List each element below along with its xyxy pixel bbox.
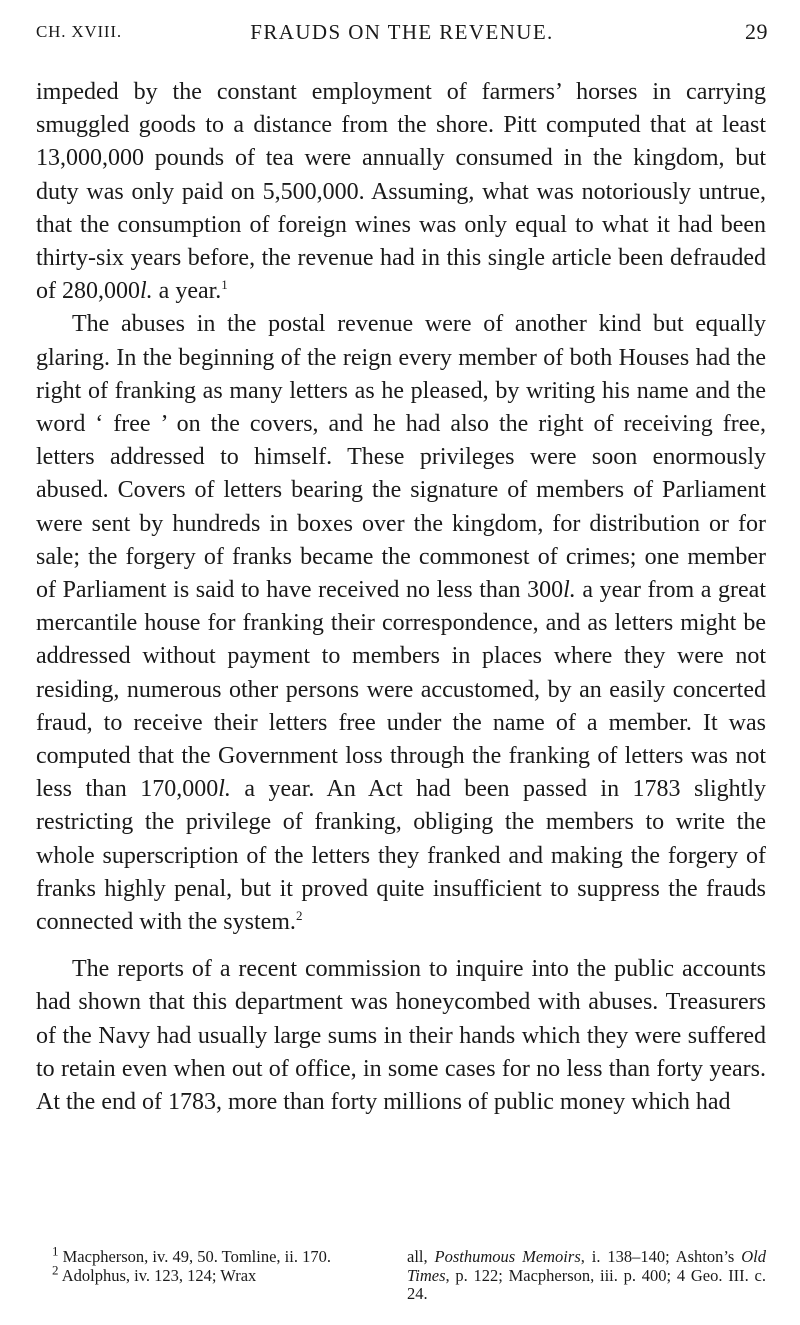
- running-title: FRAUDS ON THE REVENUE.: [250, 20, 554, 44]
- pound-symbol: l.: [218, 776, 231, 803]
- footnotes-left-column: [36, 1243, 395, 1304]
- footnotes: [36, 1243, 766, 1304]
- footnote-2-text: Adolphus, iv. 123, 124; Wrax: [58, 1265, 257, 1285]
- book-title: Old Times: [407, 1247, 766, 1285]
- footnotes-right-column: [407, 1248, 766, 1304]
- footnote-2: [36, 1262, 395, 1286]
- paragraph-2-text: The abuses in the postal revenue were of another kind but equally glaring. In the beginning of the reign every member of both Houses had the right of franking as many letters as he pleased, by writing his name and the word ‘ free ’ on the covers, and he had also the right of receiving free, letters addressed to himself. These privileges were soon enormously abused. Covers of letters bearing the signature of members of Parliament were sent by hundreds in boxes over the kingdom, for distribution or for sale; the forgery of franks became the commonest of crimes; one member of Parliament is said to have received no less than 300: [36, 311, 766, 604]
- body-text: [36, 76, 766, 1119]
- page-number: 29: [745, 19, 768, 44]
- paragraph-2: [36, 308, 766, 939]
- footnote-ref-2: 2: [295, 908, 303, 924]
- paragraph-1: [36, 76, 766, 308]
- footnote-2-continuation: [407, 1248, 766, 1304]
- footnote-1-text: Macpherson, iv. 49, 50. Tomline, ii. 170.: [58, 1247, 331, 1266]
- footnote-1: [36, 1243, 395, 1267]
- paragraph-2-end: a year. An Act had been passed in 1783 slightly restricting the privilege of franking, obliging the members to write the whole superscription of the letters they franked and making the forgery of franks highly penal, but it proved quite insufficient to suppress the frauds connected with the system.: [36, 776, 766, 936]
- book-title: Posthumous Memoirs: [434, 1247, 581, 1266]
- footnote-2-cont-text: , p. 122; Macpherson, iii. p. 400; 4 Geo. III. c. 24.: [407, 1265, 766, 1303]
- paragraph-2-middle: a year from a great mercantile house for franking their correspondence, and as letters might be addressed without payment to members in places where they were not residing, numerous other persons were accustomed, by an easily concerted fraud, to receive their letters free under the name of a member. It was computed that the Government loss through the franking of letters was not less than 170,000: [36, 577, 766, 803]
- running-head: [36, 20, 768, 60]
- footnote-2-cont-text: , i. 138–140; Ashton’s: [580, 1247, 742, 1266]
- paragraph-1-end: a year.: [152, 278, 222, 305]
- chapter-label: CH. XVIII.: [36, 22, 122, 41]
- footnote-marker-2: 2: [52, 1262, 59, 1277]
- pound-symbol: l.: [140, 278, 153, 305]
- paragraph-3: The reports of a recent commission to inquire into the public accounts had shown that this department was honeycombed with abuses. Treasurers of the Navy had usually large sums in their hands which they were suffered to retain even when out of office, in some cases for no less than forty years. At the end of 1783, more than forty millions of public money which had: [36, 956, 766, 1116]
- pound-symbol: l.: [563, 577, 576, 604]
- footnote-2-cont-text: all,: [407, 1247, 435, 1266]
- footnote-marker-1: 1: [52, 1243, 59, 1259]
- footnote-ref-1: 1: [221, 277, 228, 293]
- paragraph-1-text: impeded by the constant employment of farmers’ horses in carrying smuggled goods to a distance from the shore. Pitt computed that at least 13,000,000 pounds of tea were annually consumed in the kingdom, but duty was only paid on 5,500,000. Assuming, what was notoriously untrue, that the consumption of foreign wines was only equal to what it had been thirty-six years before, the revenue had in this single article been defrauded of 280,000: [36, 79, 766, 305]
